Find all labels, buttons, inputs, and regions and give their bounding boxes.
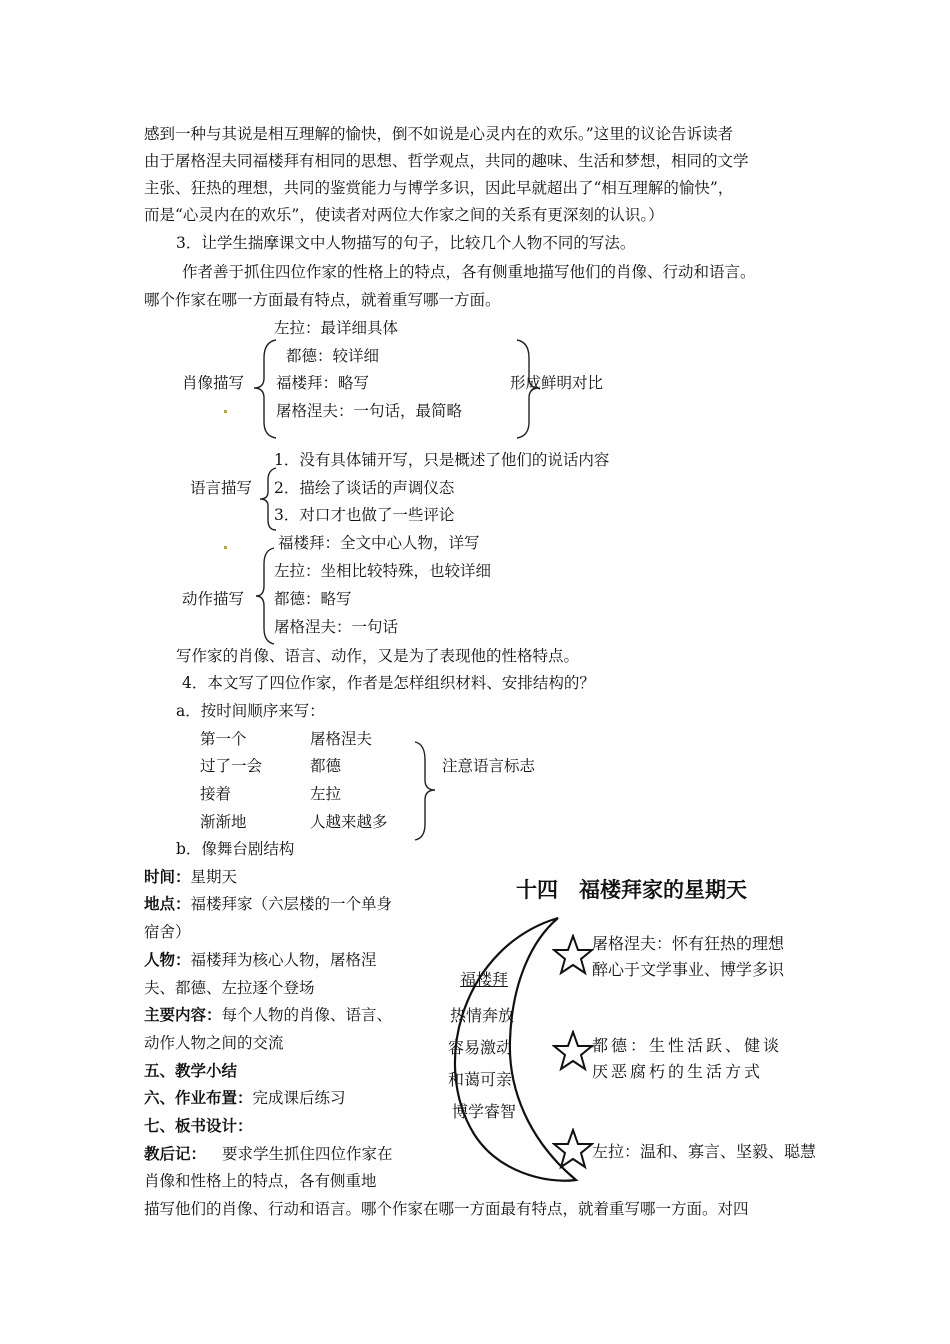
q4-a: a．按时间顺序来写： (176, 702, 325, 720)
star-icon (552, 1030, 594, 1072)
portrait-item-flaubert: 福楼拜：略写 (276, 374, 370, 392)
intro-line-4: 而是“心灵内在的欢乐”，使读者对两位大作家之间的关系有更深刻的认识。） (144, 206, 664, 224)
intro-line-2: 由于屠格涅夫同福楼拜有相同的思想、哲学观点，共同的趣味、生活和梦想，相同的文学 (144, 152, 749, 170)
portrait-note: 形成鲜明对比 (510, 374, 604, 392)
moon-line-4: 和蔼可亲 (448, 1070, 513, 1089)
after-label: 教后记： (144, 1144, 207, 1163)
portrait-item-daudet: 都德：较详细 (286, 347, 380, 365)
star-icon (552, 934, 594, 976)
intro-line-1: 感到一种与其说是相互理解的愉快，倒不如说是心灵内在的欢乐。”这里的议论告诉读者 (144, 125, 734, 143)
speech-item-3: 3．对口才也做了一些评论 (274, 506, 455, 524)
final-line: 描写他们的肖像、行动和语言。哪个作家在哪一方面最有特点，就着重写哪一方面。对四 (144, 1200, 749, 1218)
q3-para-2: 哪个作家在哪一方面最有特点，就着重写哪一方面。 (144, 291, 501, 309)
board-title: 十四 福楼拜家的星期天 (516, 878, 747, 902)
portrait-item-zola: 左拉：最详细具体 (274, 319, 399, 337)
star-icon (552, 1128, 594, 1170)
speech-item-2: 2．描绘了谈话的声调仪态 (274, 479, 455, 497)
order-when-4: 渐渐地 (200, 813, 247, 831)
action-brace (254, 546, 276, 646)
action-item-flaubert: 福楼拜：全文中心人物，详写 (278, 534, 480, 552)
content-value: 每个人物的肖像、语言、 (221, 1006, 393, 1024)
moon-line-2: 热情奔放 (450, 1006, 515, 1025)
time-value: 星期天 (190, 868, 238, 886)
portrait-label: 肖像描写 (182, 374, 245, 392)
q4-heading: 4．本文写了四位作家，作者是怎样组织材料、安排结构的？ (182, 674, 595, 692)
order-who-3: 左拉 (310, 785, 342, 803)
q3-summary: 写作家的肖像、语言、动作，又是为了表现他的性格特点。 (176, 647, 580, 665)
portrait-item-turgenev: 屠格涅夫：一句话，最简略 (276, 402, 463, 420)
time-label: 时间： (144, 867, 191, 886)
order-when-3: 接着 (200, 785, 232, 803)
star-1-line-2: 醉心于文学事业、博学多识 (592, 960, 785, 979)
people-value-cont: 夫、都德、左拉逐个登场 (144, 979, 315, 997)
portrait-left-brace (252, 338, 278, 440)
section-7: 七、板书设计： (144, 1116, 253, 1135)
speech-label: 语言描写 (190, 479, 253, 497)
star-3-line-1: 左拉：温和、寡言、坚毅、聪慧 (592, 1142, 817, 1161)
order-who-1: 屠格涅夫 (310, 730, 373, 748)
q3-heading: 3．让学生揣摩课文中人物描写的句子，比较几个人物不同的写法。 (176, 234, 636, 252)
order-who-2: 都德 (310, 757, 342, 775)
content-value-cont: 动作人物之间的交流 (144, 1034, 284, 1052)
action-label: 动作描写 (182, 590, 245, 608)
action-item-turgenev: 屠格涅夫：一句话 (274, 618, 399, 636)
order-when-1: 第一个 (200, 730, 247, 748)
action-item-daudet: 都德：略写 (274, 590, 352, 608)
place-label: 地点： (144, 894, 191, 913)
star-2-line-2: 厌恶腐朽的生活方式 (592, 1062, 764, 1081)
people-value: 福楼拜为核心人物，屠格涅 (190, 951, 377, 969)
q4-b: b．像舞台剧结构 (176, 840, 295, 858)
order-note: 注意语言标志 (442, 757, 536, 775)
place-value: 福楼拜家（六层楼的一个单身 (190, 895, 393, 913)
section-6-label: 六、作业布置： (144, 1088, 253, 1107)
moon-line-5: 博学睿智 (452, 1102, 517, 1121)
stray-mark (224, 410, 227, 413)
moon-line-3: 容易激动 (448, 1038, 513, 1057)
portrait-right-brace (515, 338, 541, 440)
section-6-value: 完成课后练习 (252, 1089, 346, 1107)
order-when-2: 过了一会 (200, 757, 263, 775)
action-item-zola: 左拉：坐相比较特殊，也较详细 (274, 562, 492, 580)
q3-para-1: 作者善于抓住四位作家的性格上的特点，各有侧重地描写他们的肖像、行动和语言。 (182, 263, 756, 281)
order-who-4: 人越来越多 (310, 813, 388, 831)
section-5: 五、教学小结 (144, 1061, 238, 1080)
order-brace (413, 740, 437, 842)
speech-item-1: 1．没有具体铺开写，只是概述了他们的说话内容 (274, 451, 610, 469)
content-label: 主要内容： (144, 1005, 222, 1024)
intro-line-3: 主张、狂热的理想，共同的鉴赏能力与博学多识，因此早就超出了“相互理解的愉快”， (144, 179, 734, 197)
stray-mark (224, 546, 227, 549)
star-2-line-1: 都德：生性活跃、健谈 (592, 1036, 783, 1055)
after-value-cont: 肖像和性格上的特点，各有侧重地 (144, 1172, 377, 1190)
speech-brace (258, 466, 278, 532)
place-value-cont: 宿舍） (144, 923, 191, 941)
people-label: 人物： (144, 950, 191, 969)
moon-line-1: 福楼拜 (460, 970, 509, 989)
star-1-line-1: 屠格涅夫：怀有狂热的理想 (592, 934, 785, 953)
after-value: 要求学生抓住四位作家在 (222, 1145, 393, 1163)
